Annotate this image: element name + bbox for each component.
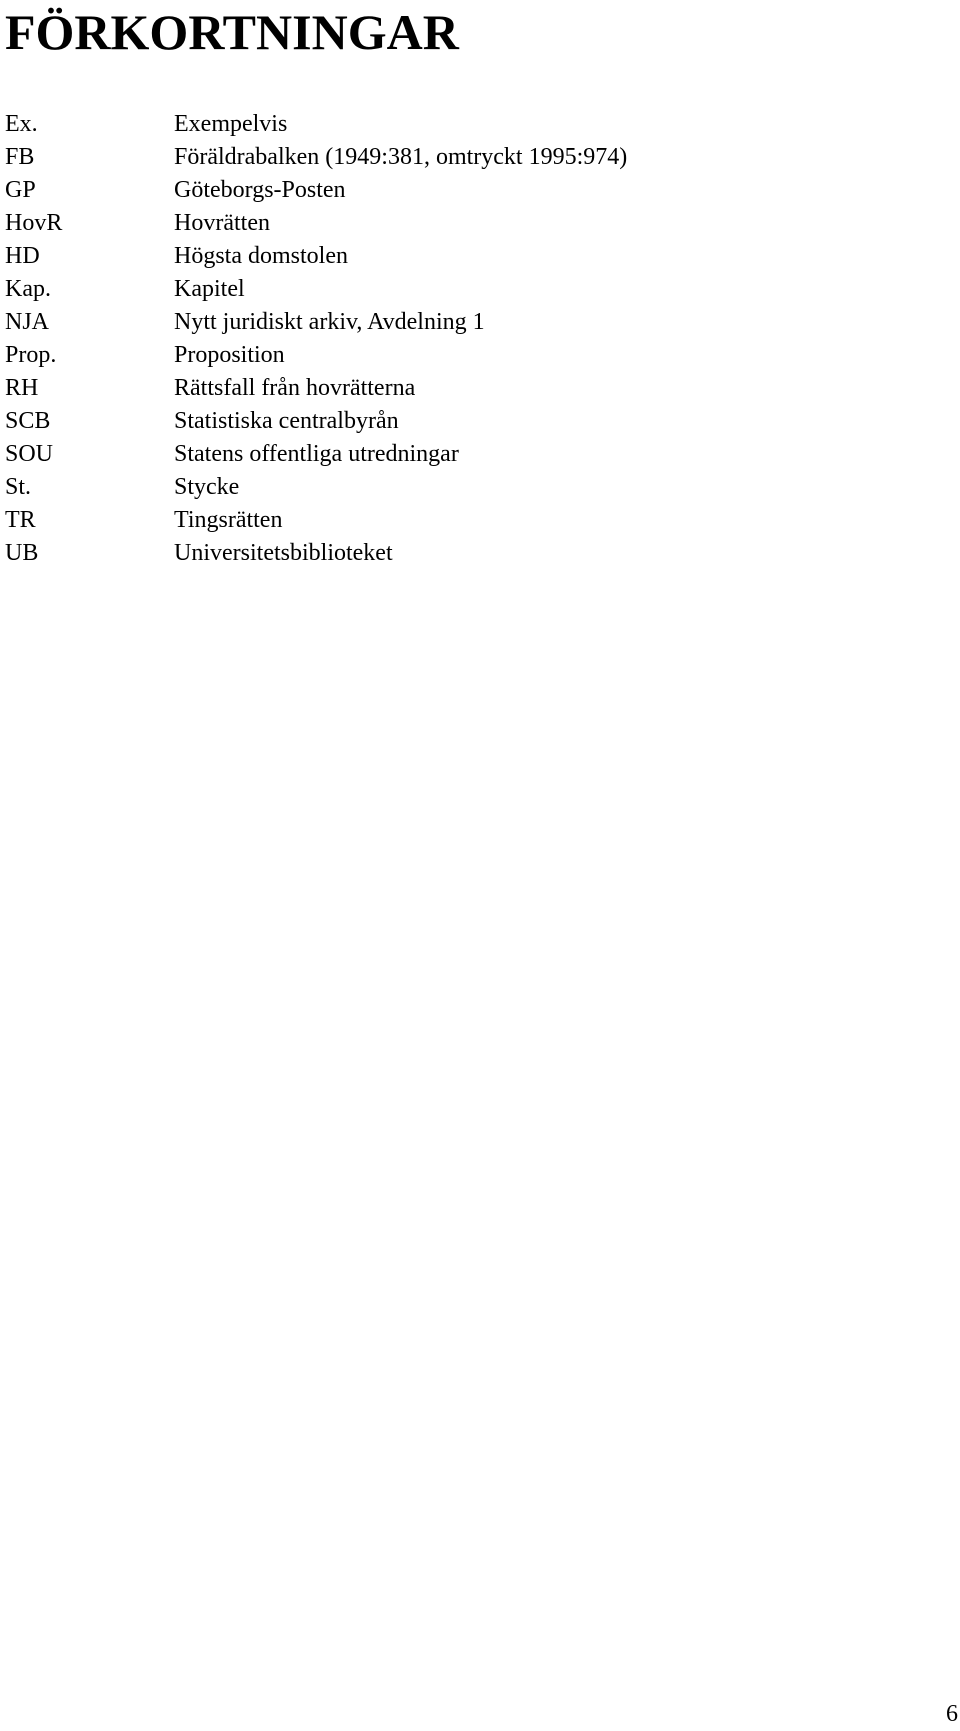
abbreviation-row xyxy=(5,339,627,372)
abbreviation-description: Stycke xyxy=(174,474,240,500)
abbreviation-term: GP xyxy=(5,177,36,203)
abbreviation-term: RH xyxy=(5,375,39,401)
abbreviation-description: Hovrätten xyxy=(174,210,270,236)
abbreviation-row xyxy=(5,537,627,570)
abbreviation-row xyxy=(5,141,627,174)
abbreviation-term: HD xyxy=(5,243,40,269)
abbreviation-term: HovR xyxy=(5,210,63,236)
abbreviation-description: Universitetsbiblioteket xyxy=(174,540,393,566)
abbreviation-term: Kap. xyxy=(5,276,51,302)
abbreviation-row xyxy=(5,273,627,306)
abbreviation-description: Proposition xyxy=(174,342,285,368)
abbreviation-description: Rättsfall från hovrätterna xyxy=(174,375,416,401)
abbreviation-term: St. xyxy=(5,474,32,500)
abbreviation-description: Statistiska centralbyrån xyxy=(174,408,399,434)
abbreviation-term: Prop. xyxy=(5,342,57,368)
abbreviation-row xyxy=(5,174,627,207)
abbreviation-row xyxy=(5,471,627,504)
abbreviation-row xyxy=(5,207,627,240)
abbreviation-description: Kapitel xyxy=(174,276,245,302)
abbreviation-description: Nytt juridiskt arkiv, Avdelning 1 xyxy=(174,309,485,335)
abbreviation-description: Högsta domstolen xyxy=(174,243,348,269)
abbreviation-description: Föräldrabalken (1949:381, omtryckt 1995:974) xyxy=(174,144,628,170)
abbreviation-description: Tingsrätten xyxy=(174,507,283,533)
abbreviation-row xyxy=(5,108,627,141)
abbreviation-term: SCB xyxy=(5,408,51,434)
abbreviation-list xyxy=(5,108,627,570)
abbreviation-row xyxy=(5,438,627,471)
abbreviation-description: Göteborgs-Posten xyxy=(174,177,346,203)
abbreviation-row xyxy=(5,372,627,405)
abbreviation-term: SOU xyxy=(5,441,54,467)
abbreviation-term: Ex. xyxy=(5,111,38,137)
abbreviation-term: NJA xyxy=(5,309,50,335)
abbreviation-row xyxy=(5,306,627,339)
abbreviation-term: UB xyxy=(5,540,39,566)
abbreviation-term: FB xyxy=(5,144,35,170)
abbreviation-row xyxy=(5,240,627,273)
abbreviation-description: Exempelvis xyxy=(174,111,288,137)
abbreviation-description: Statens offentliga utredningar xyxy=(174,441,459,467)
page-title: FÖRKORTNINGAR xyxy=(5,4,459,60)
page-number: 6 xyxy=(946,1701,958,1727)
abbreviation-row xyxy=(5,504,627,537)
abbreviation-row xyxy=(5,405,627,438)
abbreviation-term: TR xyxy=(5,507,36,533)
